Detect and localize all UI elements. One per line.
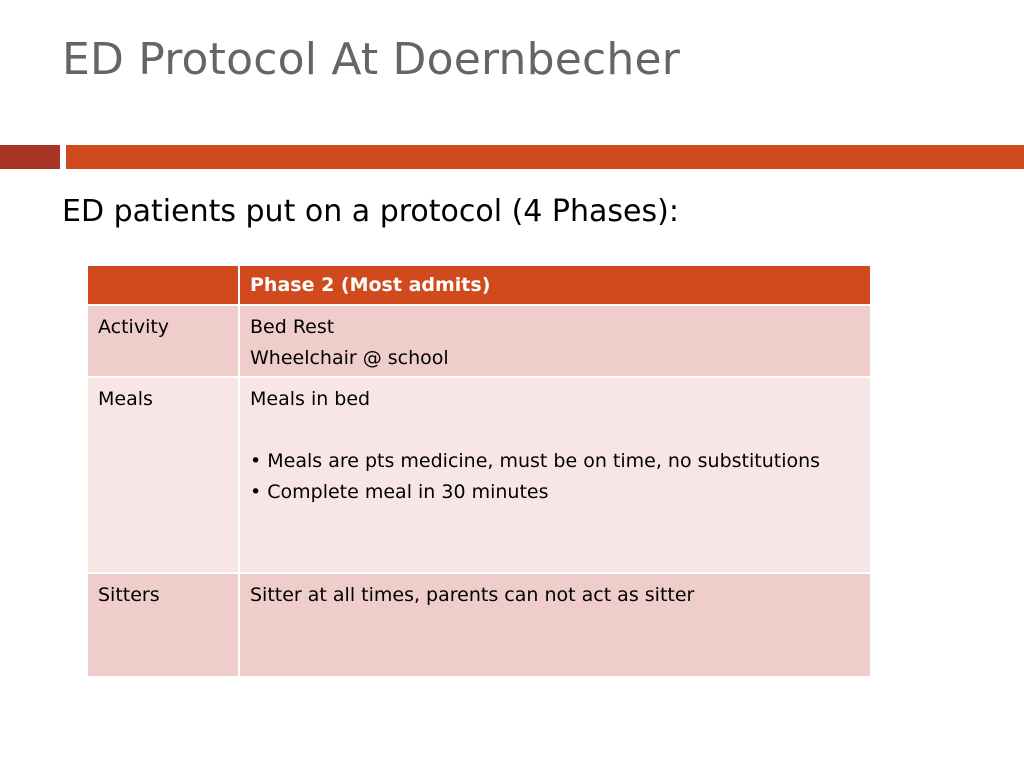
accent-bar-left xyxy=(0,145,60,169)
meals-line-1: Meals in bed xyxy=(250,388,371,410)
meals-bullet-1: • Meals are pts medicine, must be on time, no substitutions xyxy=(250,450,821,472)
table-header-row xyxy=(87,265,871,305)
table-row-sitters xyxy=(87,573,871,677)
meals-bullet-2: • Complete meal in 30 minutes xyxy=(250,481,549,503)
row-label-sitters: Sitters xyxy=(87,573,239,677)
table-row-activity xyxy=(87,305,871,377)
row-label-activity: Activity xyxy=(87,305,239,377)
row-content-sitters xyxy=(239,573,871,677)
row-content-activity xyxy=(239,305,871,377)
table-row-meals xyxy=(87,377,871,573)
protocol-table xyxy=(86,264,872,678)
accent-bar-right xyxy=(66,145,1024,169)
slide-subtitle: ED patients put on a protocol (4 Phases): xyxy=(62,194,679,229)
header-cell-empty xyxy=(87,265,239,305)
activity-line-1: Bed Rest xyxy=(250,316,335,338)
meals-spacer xyxy=(250,415,860,446)
slide-title: ED Protocol At Doernbecher xyxy=(62,34,681,85)
row-content-meals xyxy=(239,377,871,573)
header-cell-phase: Phase 2 (Most admits) xyxy=(239,265,871,305)
activity-line-2: Wheelchair @ school xyxy=(250,347,449,369)
row-label-meals: Meals xyxy=(87,377,239,573)
sitters-line-1: Sitter at all times, parents can not act as sitter xyxy=(250,584,695,606)
